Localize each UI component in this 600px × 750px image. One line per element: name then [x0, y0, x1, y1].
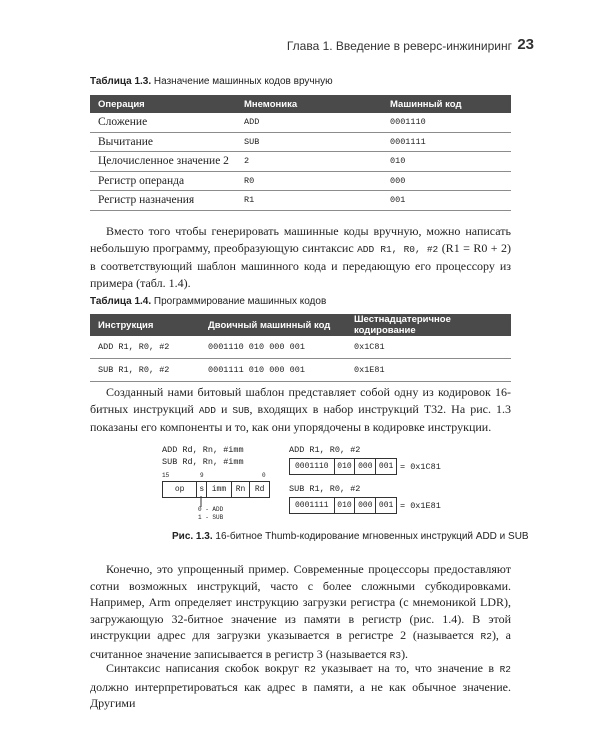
table-machine-codes: [90, 95, 511, 211]
column-header: Двоичный машинный код: [200, 314, 346, 336]
note-sub: 1 - SUB: [198, 514, 224, 521]
note-add: 0 - ADD: [198, 506, 224, 513]
figure-caption: [172, 531, 529, 542]
text-span: указывает на то, что значение в: [315, 661, 500, 675]
table-cell: ADD: [236, 113, 382, 132]
table-programming-codes: [90, 314, 511, 382]
inline-code: SUB: [232, 404, 250, 416]
text-span: Синтаксис написания скобок вокруг: [106, 661, 305, 675]
inline-code: ADD R1, R0, #2: [357, 243, 439, 255]
bits-op: 0001111: [290, 498, 335, 513]
inline-code: ADD: [198, 404, 216, 416]
table-cell: 000: [382, 171, 511, 191]
text-span: и: [215, 401, 233, 416]
column-header: Мнемоника: [236, 95, 382, 113]
bits-imm: 010: [335, 498, 356, 513]
table-cell: 0001111 010 000 001: [200, 359, 346, 382]
bits-imm: 010: [335, 459, 356, 474]
body-paragraph: [90, 561, 511, 664]
syntax-line: ADD Rd, Rn, #imm: [162, 445, 244, 455]
bits-op: 0001110: [290, 459, 335, 474]
bit-index: 9: [200, 472, 204, 479]
bits-rd: 001: [378, 462, 394, 471]
table-row: [90, 191, 511, 211]
table-cell: Целочисленное значение 2: [90, 152, 236, 172]
table-header-row: [90, 95, 511, 113]
table-cell: 0001111: [382, 132, 511, 152]
table-cell: ADD R1, R0, #2: [90, 336, 200, 359]
table-cell: 0001110: [382, 113, 511, 132]
text-span: должно интерпретироваться как адрес в памяти, а не как обычное значение. Другими: [90, 679, 511, 710]
field-rd: Rd: [254, 485, 265, 494]
field-op: op: [163, 482, 197, 497]
inline-code: R3: [389, 649, 402, 661]
column-header: Операция: [90, 95, 236, 113]
bit-index: 0: [262, 472, 266, 479]
bits-rd: 001: [378, 501, 394, 510]
field-rn: Rn: [232, 482, 251, 497]
text-span: ), а считанное значение записывается в регистр 3 (называется: [90, 628, 512, 661]
table-cell: R1: [236, 191, 382, 211]
table-title: Назначение машинных кодов вручную: [153, 76, 333, 87]
figure-caption-text: 16-битное Thumb-кодирование мгновенных инструкций ADD и SUB: [215, 531, 529, 542]
body-paragraph: [90, 223, 511, 291]
table-cell: Регистр назначения: [90, 191, 236, 211]
table-row: [90, 152, 511, 172]
text-span: ).: [401, 646, 409, 661]
table-caption: [90, 76, 333, 87]
table-row: [90, 132, 511, 152]
column-header: Инструкция: [90, 314, 200, 336]
figure-label: Рис. 1.3.: [172, 531, 213, 542]
text-span: Конечно, это упрощенный пример. Современные процессоры предоставляют сотни возможных инструкций, часто с более сложными субкодировками. Например, Arm определяет инструкцию загрузки регистра (с мнемоникой LDR), загружающую 32-битное значение из памяти в регистр (рис. 1.4). В этой инструкции адрес для загрузки указывается в регистре 2 (называется: [90, 562, 511, 642]
table-label: Таблица 1.4.: [90, 296, 152, 307]
syntax-line: SUB Rd, Rn, #imm: [162, 457, 244, 467]
field-s: s: [197, 482, 207, 497]
table-cell: 0001110 010 000 001: [200, 336, 346, 359]
hex-result: = 0x1C81: [400, 462, 441, 472]
body-paragraph: [90, 384, 511, 436]
text-span: Вместо того чтобы генерировать машинные коды вручную, можно написать небольшую программу, преобразующую синтаксис: [90, 224, 511, 255]
example-title: SUB R1, R0, #2: [289, 484, 361, 494]
inline-code: R2: [499, 664, 512, 675]
bits-rn: 000: [355, 498, 376, 513]
inline-code: R2: [480, 631, 492, 642]
text-span: , входящих в набор инструкций T32. На рис. 1.3 показаны его компоненты и то, как они упорядочены в кодировке инструкции.: [90, 401, 511, 434]
hex-result: = 0x1E81: [400, 501, 441, 511]
table-cell: SUB R1, R0, #2: [90, 359, 200, 382]
table-cell: Сложение: [90, 113, 236, 132]
table-row: [90, 336, 511, 359]
table-title: Программирование машинных кодов: [153, 296, 327, 307]
body-paragraph: [90, 660, 511, 712]
bits-rn: 000: [355, 459, 376, 474]
column-header: Машинный код: [382, 95, 511, 113]
chapter-title: Глава 1. Введение в реверс-инжиниринг: [286, 38, 512, 53]
table-label: Таблица 1.3.: [90, 76, 152, 87]
column-header: Шестнадцатеричное кодирование: [346, 314, 511, 336]
table-cell: 0x1C81: [346, 336, 511, 359]
table-row: [90, 171, 511, 191]
page-number: 23: [517, 36, 534, 53]
table-cell: Регистр операнда: [90, 171, 236, 191]
field-imm: imm: [207, 482, 232, 497]
table-cell: 010: [382, 152, 511, 172]
table-cell: SUB: [236, 132, 382, 152]
add-bits-box: [289, 458, 397, 475]
example-title: ADD R1, R0, #2: [289, 445, 361, 455]
table-cell: Вычитание: [90, 132, 236, 152]
bit-index: 15: [162, 472, 170, 479]
table-row: [90, 359, 511, 382]
table-row: [90, 113, 511, 132]
table-caption: [90, 296, 326, 307]
table-cell: 0x1E81: [346, 359, 511, 382]
text-span: (R1 = R0 + 2) в соответствующий шаблон машинного кода и передающую его процессору из примера (табл. 1.4).: [90, 240, 511, 290]
sub-bits-box: [289, 497, 397, 514]
encoding-fields: [162, 481, 270, 498]
page-header: [80, 36, 534, 58]
table-cell: R0: [236, 171, 382, 191]
table-header-row: [90, 314, 511, 336]
text-span: Созданный нами битовый шаблон представляет собой одну из кодировок 16-битных инструкций: [90, 385, 511, 416]
table-cell: 001: [382, 191, 511, 211]
inline-code: R2: [304, 664, 316, 675]
table-cell: 2: [236, 152, 382, 172]
